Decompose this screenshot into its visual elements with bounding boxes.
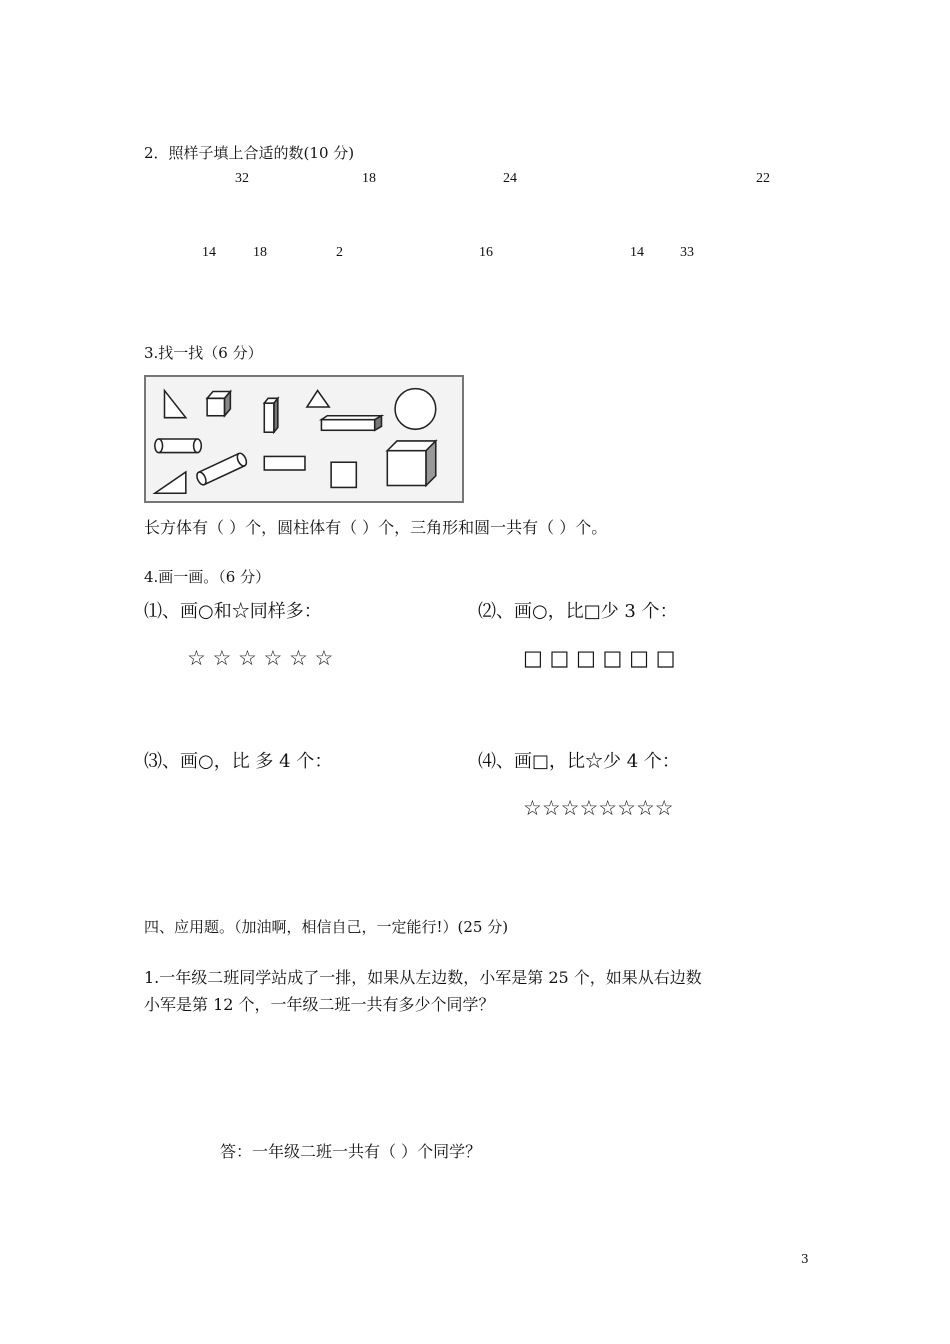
shapes-figure — [144, 375, 464, 503]
triangle-shape — [307, 391, 329, 407]
q2-row2-number-5: 14 — [630, 245, 644, 260]
q2-row1-number-4: 22 — [756, 171, 770, 186]
q2-row2-number-1: 14 — [202, 245, 216, 260]
q4-item4-label: ⑷、画□，比☆少 4 个： — [478, 751, 680, 772]
q4-item2-label: ⑵、画○，比□少 3 个： — [478, 601, 678, 622]
q3-heading: 3.找一找（6 分） — [144, 344, 263, 362]
q2-row2-number-2: 18 — [253, 245, 267, 260]
q2-row2-number-3: 2 — [336, 245, 343, 260]
circle-shape — [395, 389, 436, 430]
rectangle-shape — [264, 456, 305, 470]
q3-question: 长方体有（ ）个，圆柱体有（ ）个，三角形和圆一共有（ ）个。 — [144, 518, 608, 537]
q4-heading: 4.画一画。（6 分） — [144, 568, 271, 586]
lower-right-triangle-shape — [155, 472, 186, 493]
section4-heading: 四、应用题。（加油啊，相信自己，一定能行!）(25 分) — [144, 918, 509, 936]
q2-row1-number-1: 32 — [235, 171, 249, 186]
page-number: 3 — [801, 1252, 809, 1266]
q4-item3-label: ⑶、画○，比 多 4 个： — [144, 751, 333, 772]
q4-item4-stars: ☆☆☆☆☆☆☆☆ — [523, 796, 674, 820]
problem1-line1: 1.一年级二班同学站成了一排，如果从左边数，小军是第 25 个，如果从右边数 — [144, 968, 702, 987]
right-triangle-shape — [165, 391, 186, 418]
tilted-cylinder-shape — [195, 452, 248, 486]
flat-cuboid-shape — [321, 416, 381, 431]
q2-row1-number-2: 18 — [362, 171, 376, 186]
q4-item2-squares: □ □ □ □ □ □ — [523, 646, 676, 670]
q2-row1-number-3: 24 — [503, 171, 517, 186]
q4-item1-stars: ☆ ☆ ☆ ☆ ☆ ☆ — [187, 646, 334, 670]
problem1-answer: 答：一年级二班一共有（ ）个同学？ — [220, 1142, 482, 1161]
q4-item1-label: ⑴、画○和☆同样多： — [144, 601, 322, 622]
q2-row2-number-6: 33 — [680, 245, 694, 260]
q2-row2-number-4: 16 — [479, 245, 493, 260]
large-cube-shape — [387, 441, 435, 486]
square-shape — [331, 462, 356, 487]
problem1-line2: 小军是第 12 个，一年级二班一共有多少个同学？ — [144, 995, 495, 1014]
horizontal-cylinder-shape — [155, 439, 202, 453]
q2-heading: 2．照样子填上合适的数(10 分) — [144, 144, 355, 162]
small-cube-shape — [207, 392, 230, 416]
shapes-illustration — [146, 377, 462, 501]
tall-cuboid-shape — [264, 398, 278, 432]
